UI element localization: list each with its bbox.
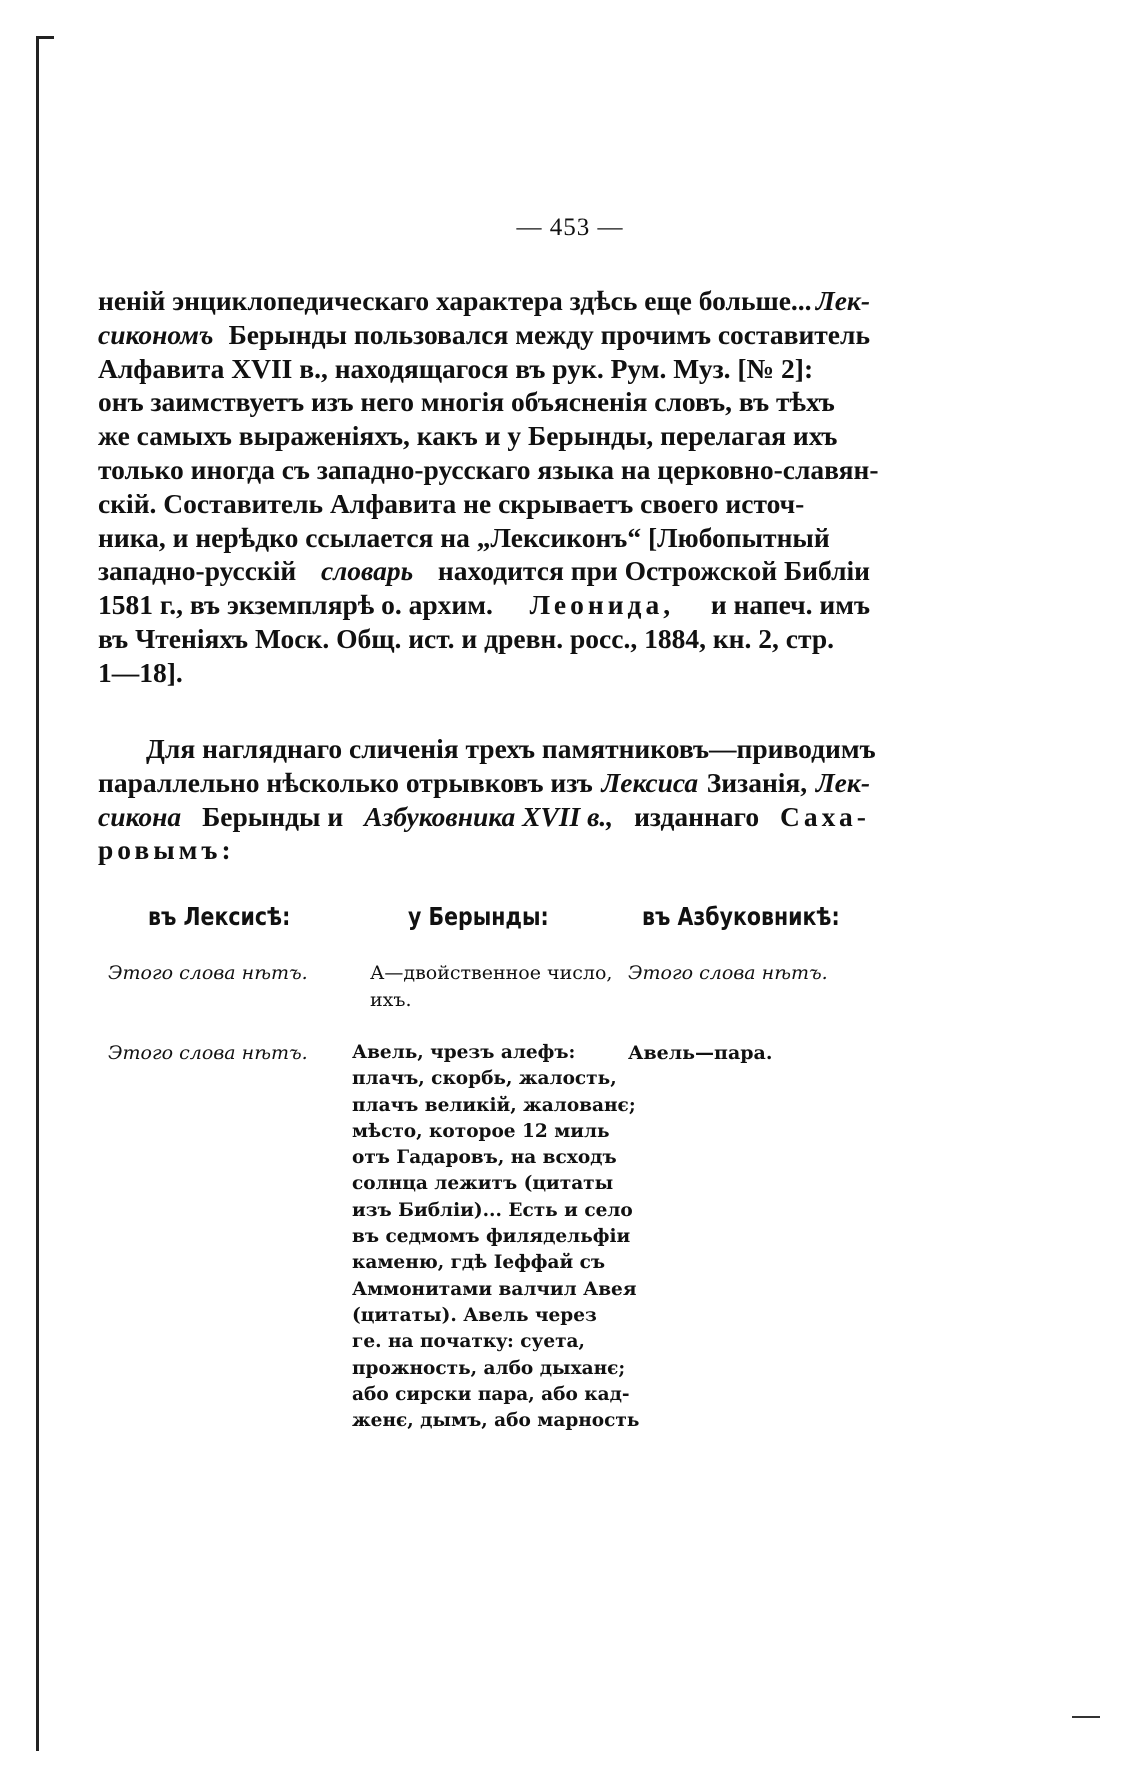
cell-line: солнца лежитъ (цитаты <box>352 1173 614 1195</box>
p2-line-4: ровымъ: <box>98 834 235 866</box>
text: 1581 г., въ экземплярѣ о. архим. <box>98 589 493 621</box>
text: Зизанiя, <box>706 766 808 798</box>
cell-line: Аммонитами валчил Авея <box>352 1278 637 1300</box>
p1-line-3 <box>98 352 870 386</box>
text: ника, и нерѣдко ссылается на „Лексиконъ“ [Любопытный <box>98 521 830 553</box>
cell-line: женє, дымъ, або марность <box>352 1410 640 1432</box>
page-number: — 453 — <box>516 214 624 241</box>
p1-line-4 <box>98 385 870 419</box>
cell-line: або сирски пара, або кад- <box>352 1383 630 1405</box>
column-header-lexis: въ Лексисѣ: <box>148 902 291 931</box>
p1-line-10 <box>98 588 870 622</box>
cell-line: ихъ. <box>370 988 412 1011</box>
p1-line-9 <box>98 554 870 588</box>
cell-berynda-1 <box>370 960 612 1013</box>
text: онъ заимствуетъ изъ него многiя объясненiя словъ, въ тѣхъ <box>98 386 835 418</box>
text: Берынды пользовался между прочимъ составитель <box>228 318 870 350</box>
text: только иногда съ западно-русскаго языка на церковно-славян- <box>98 453 879 485</box>
text: параллельно нѣсколько отрывковъ изъ <box>98 766 593 798</box>
paragraph-1 <box>98 284 879 690</box>
p2-line-1 <box>98 732 876 766</box>
cell-berynda-2 <box>352 1040 640 1434</box>
scan-border-left <box>36 36 39 1751</box>
text: и напеч. имъ <box>710 589 870 621</box>
column-header-azbukovnik: въ Азбуковникѣ: <box>642 902 840 931</box>
p1-line-1 <box>98 284 870 318</box>
text-italic: Азбуковника XVII в., <box>364 800 614 832</box>
cell-line: плачъ великiй, жалованє; <box>352 1094 636 1116</box>
p1-line-8 <box>98 521 870 555</box>
text: Для нагляднаго сличенiя трехъ памятниковъ—приводимъ <box>146 733 876 764</box>
cell-azbukovnik-2: Авель—пара. <box>628 1042 773 1064</box>
text: Берынды и <box>202 800 344 832</box>
cell-lexis-2: Этого слова нѣтъ. <box>108 1042 308 1064</box>
cell-line: отъ Гадаровъ, на всходъ <box>352 1147 617 1169</box>
text: ненiй энциклопедическаго характера здѣсь еще больше... <box>98 285 812 316</box>
cell-line: Авель, чрезъ алефъ: <box>352 1042 576 1063</box>
column-header-berynda: у Берынды: <box>408 902 549 931</box>
cell-line: каменю, гдѣ Iеффай съ <box>352 1252 606 1274</box>
p1-line-6 <box>98 453 879 487</box>
cell-line: изъ Библiи)... Есть и село <box>352 1199 633 1221</box>
text: скiй. Составитель Алфавита не скрываетъ своего источ- <box>98 487 805 519</box>
scan-mark <box>1072 1716 1100 1718</box>
text: же самыхъ выраженiяхъ, какъ и у Берынды, перелагая ихъ <box>98 420 838 452</box>
p2-line-2 <box>98 766 870 800</box>
cell-line: въ седмомъ филядельфiи <box>352 1226 631 1248</box>
p1-line-5 <box>98 419 870 453</box>
text: въ Чтенiяхъ Моск. Общ. ист. и древн. росс., 1884, кн. 2, стр. <box>98 622 835 654</box>
text-italic: Лек- <box>815 766 870 798</box>
text-spaced: Леонида, <box>529 589 675 621</box>
text-spaced: Саха- <box>780 800 870 832</box>
text-italic: словарь <box>320 555 414 587</box>
cell-azbukovnik-1: Этого слова нѣтъ. <box>628 962 828 984</box>
text: западно-русскiй <box>98 555 297 587</box>
p1-line-2 <box>98 318 870 352</box>
cell-line: мѣсто, которое 12 миль <box>352 1120 610 1142</box>
text-italic: Лек- <box>815 285 870 316</box>
text: Алфавита XVII в., находящагося въ рук. Рум. Муз. [№ 2]: <box>98 352 814 384</box>
cell-lexis-1: Этого слова нѣтъ. <box>108 962 308 984</box>
text-italic: сикона <box>98 800 182 832</box>
text-italic: сикономъ <box>98 318 214 350</box>
cell-line: А—двойственное число, <box>370 962 613 984</box>
cell-line: ге. на початкy: суета, <box>352 1331 585 1353</box>
cell-line: прожность, албо дыханє; <box>352 1357 626 1379</box>
paragraph-2 <box>98 732 876 867</box>
cell-line: (цитаты). Авель через <box>352 1304 597 1326</box>
text: изданнаго <box>634 800 760 832</box>
p1-line-11 <box>98 622 870 656</box>
cell-line: плачъ, скорбь, жалость, <box>352 1068 617 1090</box>
p2-line-3 <box>98 800 870 834</box>
p1-line-12: 1—18]. <box>98 656 183 688</box>
text-italic: Лексиса <box>601 766 699 798</box>
text: находится при Острожской Библiи <box>437 555 870 587</box>
p1-line-7 <box>98 487 870 521</box>
